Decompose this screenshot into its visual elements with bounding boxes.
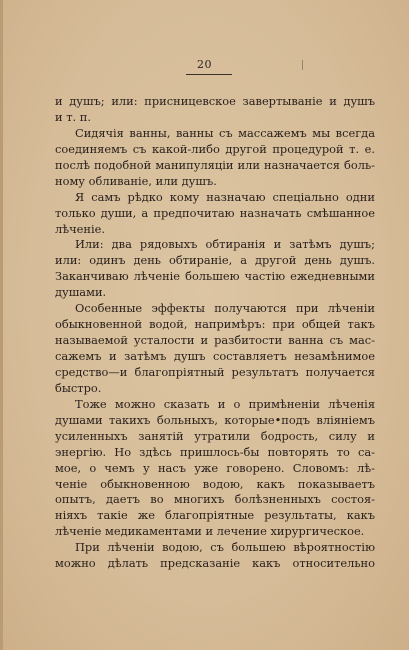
text-line: или: одинъ день обтираніе, а другой день душъ. — [55, 253, 375, 268]
text-line: соединяемъ съ какой-либо другой процедурой т. е. — [55, 141, 375, 156]
text-line: Или: два рядовыхъ обтиранія и затѣмъ душъ; — [75, 237, 375, 252]
text-line: опытъ, даетъ во многихъ болѣзненныхъ состоя- — [55, 492, 375, 507]
text-line: обыкновенной водой, напримѣръ: при общей такъ — [55, 317, 375, 332]
text-line: лѣченіе. — [55, 221, 105, 236]
text-line: ніяхъ такіе же благопріятные результаты, какъ — [55, 508, 375, 523]
text-line: душами такихъ больныхъ, которые•подъ вліяніемъ — [55, 412, 375, 427]
text-line: При лѣченіи водою, съ большею вѣроятностію — [75, 540, 375, 555]
text-line: Заканчиваю лѣченіе большею частію ежедневными — [55, 269, 375, 284]
text-line: быстро. — [55, 380, 102, 395]
text-line: и душъ; или: присницевское завертываніе и душъ — [55, 94, 375, 108]
text-line: можно дѣлать предсказаніе какъ относительно — [55, 556, 375, 571]
text-line: Я самъ рѣдко кому назначаю спеціально одни — [75, 189, 375, 204]
text-line: Особенные эффекты получаются при лѣченіи — [75, 301, 375, 316]
text-line: сажемъ и затѣмъ душъ составляетъ незамѣнимое — [55, 349, 375, 363]
text-line: и т. п. — [55, 109, 91, 124]
text-line: ному обливаніе, или душъ. — [55, 173, 217, 188]
text-line: Тоже можно сказать и о примѣненіи лѣченія — [75, 396, 375, 411]
text-line: мое, о чемъ у насъ уже говорено. Словомъ: лѣ- — [55, 460, 375, 475]
text-line: энергію. Но здѣсь пришлось-бы повторять то са- — [55, 444, 375, 459]
text-line: ченіе обыкновенною водою, какъ показываетъ — [55, 476, 375, 491]
text-line: называемой усталости и разбитости ванна съ мас- — [55, 333, 375, 348]
text-line: послѣ подобной манипуляціи или назначается боль- — [55, 157, 375, 172]
page-edge — [0, 0, 3, 650]
page-number: 20 — [197, 58, 212, 71]
text-line: Сидячія ванны, ванны съ массажемъ мы всегда — [75, 125, 375, 140]
text-line: только души, а предпочитаю назначать смѣшанное — [55, 205, 375, 220]
margin-mark — [302, 60, 303, 70]
text-line: душами. — [55, 285, 107, 300]
text-line: усиленныхъ занятій утратили бодрость, силу и — [55, 428, 375, 443]
body-text — [55, 94, 375, 572]
text-line: лѣченіе медикаментами и лечение хирургическое. — [55, 524, 365, 539]
header-rule — [186, 74, 232, 75]
text-line: средство—и благопріятный результатъ получается — [55, 364, 375, 379]
